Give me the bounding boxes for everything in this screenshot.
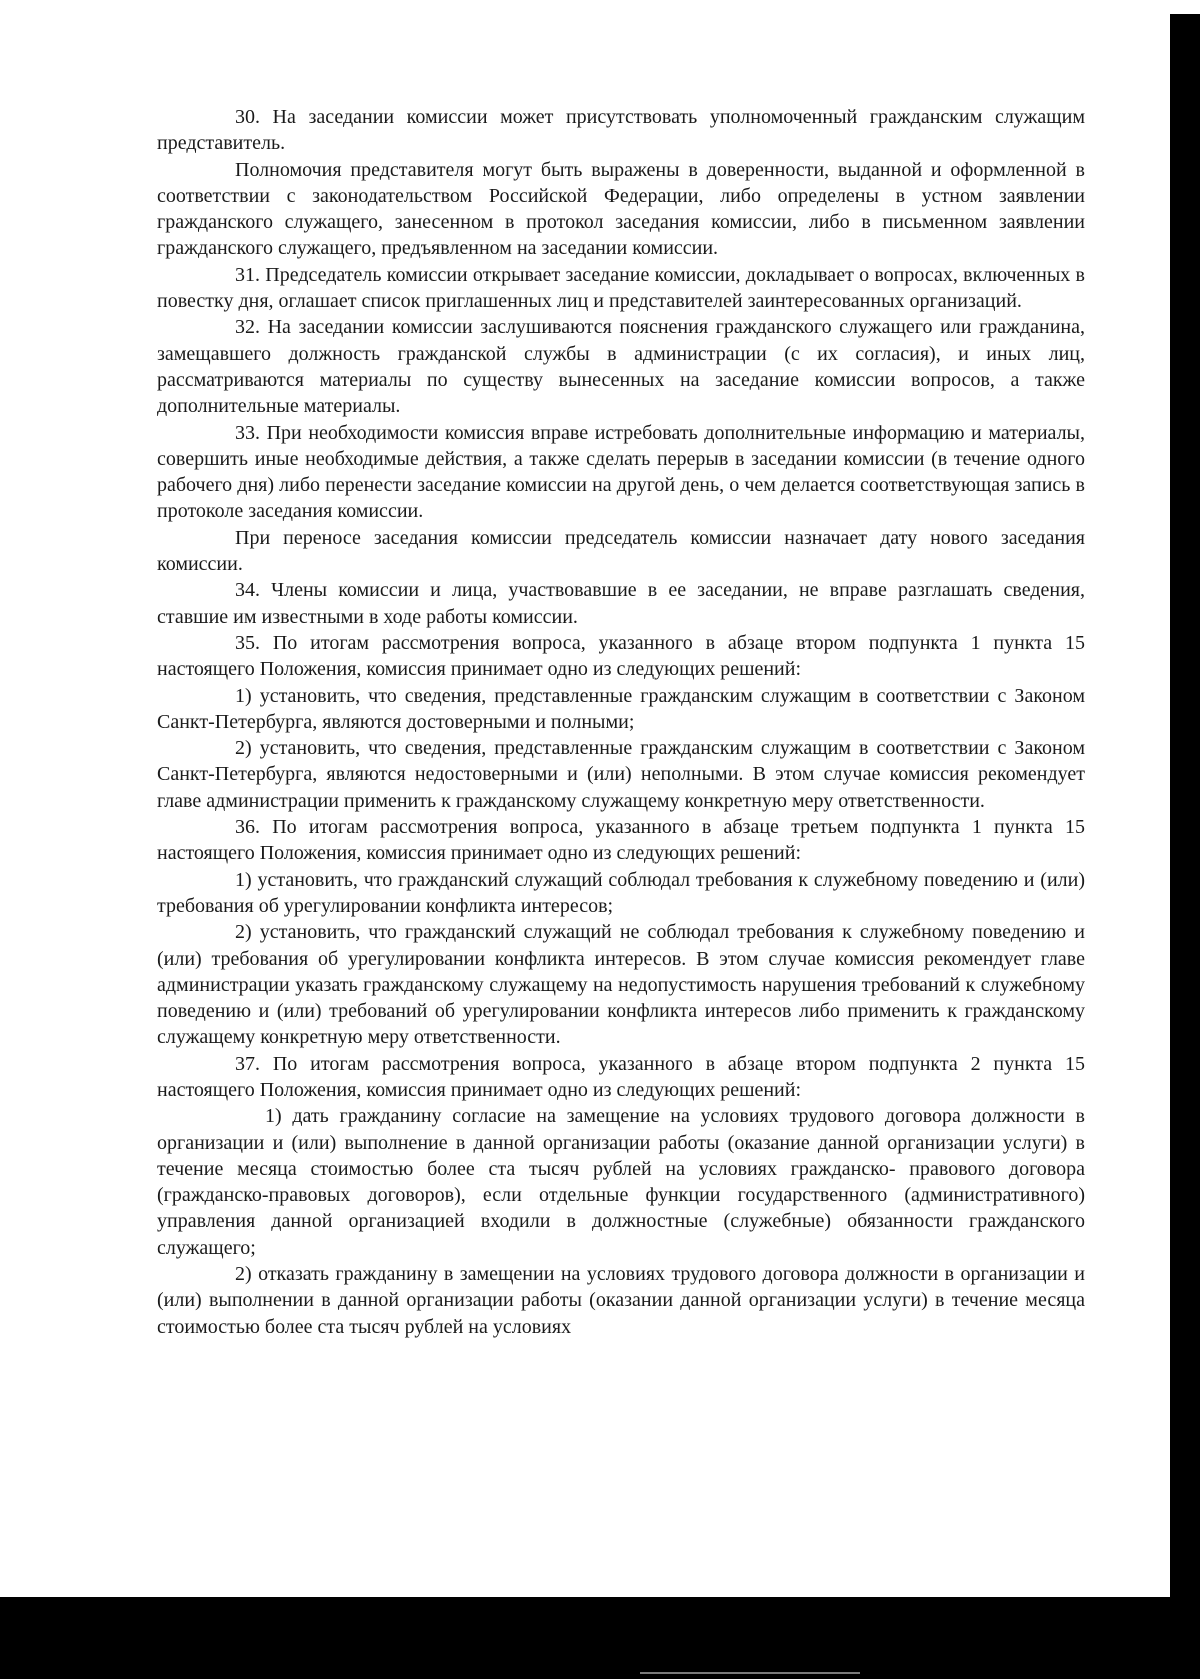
paragraph-33-postpone: При переносе заседания комиссии председатель комиссии назначает дату нового заседания комиссии. [157,526,1085,576]
scan-border-bottom [0,1597,1200,1679]
paragraph-35-item-2: 2) установить, что сведения, представленные гражданским служащим в соответствии с Законом Санкт-Петербурга, являются недостоверными и (или) неполными. В этом случае комиссия рекомендует главе администрации применить к гражданскому служащему конкретную меру ответственности. [157,737,1085,812]
paragraph-31: 31. Председатель комиссии открывает заседание комиссии, докладывает о вопросах, включенных в повестку дня, оглашает список приглашенных лиц и представителей заинтересованных организаций. [157,263,1085,313]
scan-edge-mark [640,1672,860,1674]
paragraph-35-item-1: 1) установить, что сведения, представленные гражданским служащим в соответствии с Законом Санкт-Петербурга, являются достоверными и полными; [157,684,1085,733]
paragraph-37-item-2: 2) отказать гражданину в замещении на условиях трудового договора должности в организации и (или) выполнении в данной организации работы (оказании данной организации услуги) в течение месяца стоимостью более ста тысяч рублей на условиях [157,1263,1085,1338]
paragraph-30-powers: Полномочия представителя могут быть выражены в доверенности, выданной и оформленной в соответствии с законодательством Российской Федерации, либо определены в устном заявлении гражданского служащего, занесенном в протокол заседания комиссии, либо в письменном заявлении гражданского служащего, предъявленном на заседании комиссии. [157,158,1085,260]
paragraph-30: 30. На заседании комиссии может присутствовать уполномоченный гражданским служащим представитель. [157,106,1085,155]
paragraph-37-item-1: 1) дать гражданину согласие на замещение на условиях трудового договора должности в организации и (или) выполнение в данной организации работы (оказание данной организации услуги) в течение месяца стоимостью более ста тысяч рублей на условиях гражданско- правового договора (гражданско-правовых договоров), если отдельные функции государственного (административного) управления данной организацией входили в должностные (служебные) обязанности гражданского служащего; [157,1105,1085,1259]
paragraph-37: 37. По итогам рассмотрения вопроса, указанного в абзаце втором подпункта 2 пункта 15 настоящего Положения, комиссия принимает одно из следующих решений: [157,1052,1085,1101]
document-body [157,104,1085,1340]
paragraph-36-item-2: 2) установить, что гражданский служащий не соблюдал требования к служебному поведению и (или) требования об урегулировании конфликта интересов. В этом случае комиссия рекомендует главе администрации указать гражданскому служащему на недопустимость нарушения требований к служебному поведению и (или) требований об урегулировании конфликта интересов либо применить к гражданскому служащему конкретную меру ответственности. [157,921,1085,1049]
paragraph-36: 36. По итогам рассмотрения вопроса, указанного в абзаце третьем подпункта 1 пункта 15 настоящего Положения, комиссия принимает одно из следующих решений: [157,816,1085,865]
paragraph-35: 35. По итогам рассмотрения вопроса, указанного в абзаце втором подпункта 1 пункта 15 настоящего Положения, комиссия принимает одно из следующих решений: [157,631,1085,681]
scan-border-right [1170,14,1200,1679]
paragraph-34: 34. Члены комиссии и лица, участвовавшие в ее заседании, не вправе разглашать сведения, ставшие им известными в ходе работы комиссии. [157,579,1085,628]
paragraph-32: 32. На заседании комиссии заслушиваются пояснения гражданского служащего или гражданина, замещавшего должность гражданской службы в администрации (с их согласия), и иных лиц, рассматриваются материалы по существу вынесенных на заседание комиссии вопросов, а также дополнительные материалы. [157,316,1085,418]
paragraph-36-item-1: 1) установить, что гражданский служащий соблюдал требования к служебному поведению и (или) требования об урегулировании конфликта интересов; [157,868,1085,917]
paragraph-33: 33. При необходимости комиссия вправе истребовать дополнительные информацию и материалы, совершить иные необходимые действия, а также сделать перерыв в заседании комиссии (в течение одного рабочего дня) либо перенести заседание комиссии на другой день, о чем делается соответствующая запись в протоколе заседания комиссии. [157,421,1085,523]
